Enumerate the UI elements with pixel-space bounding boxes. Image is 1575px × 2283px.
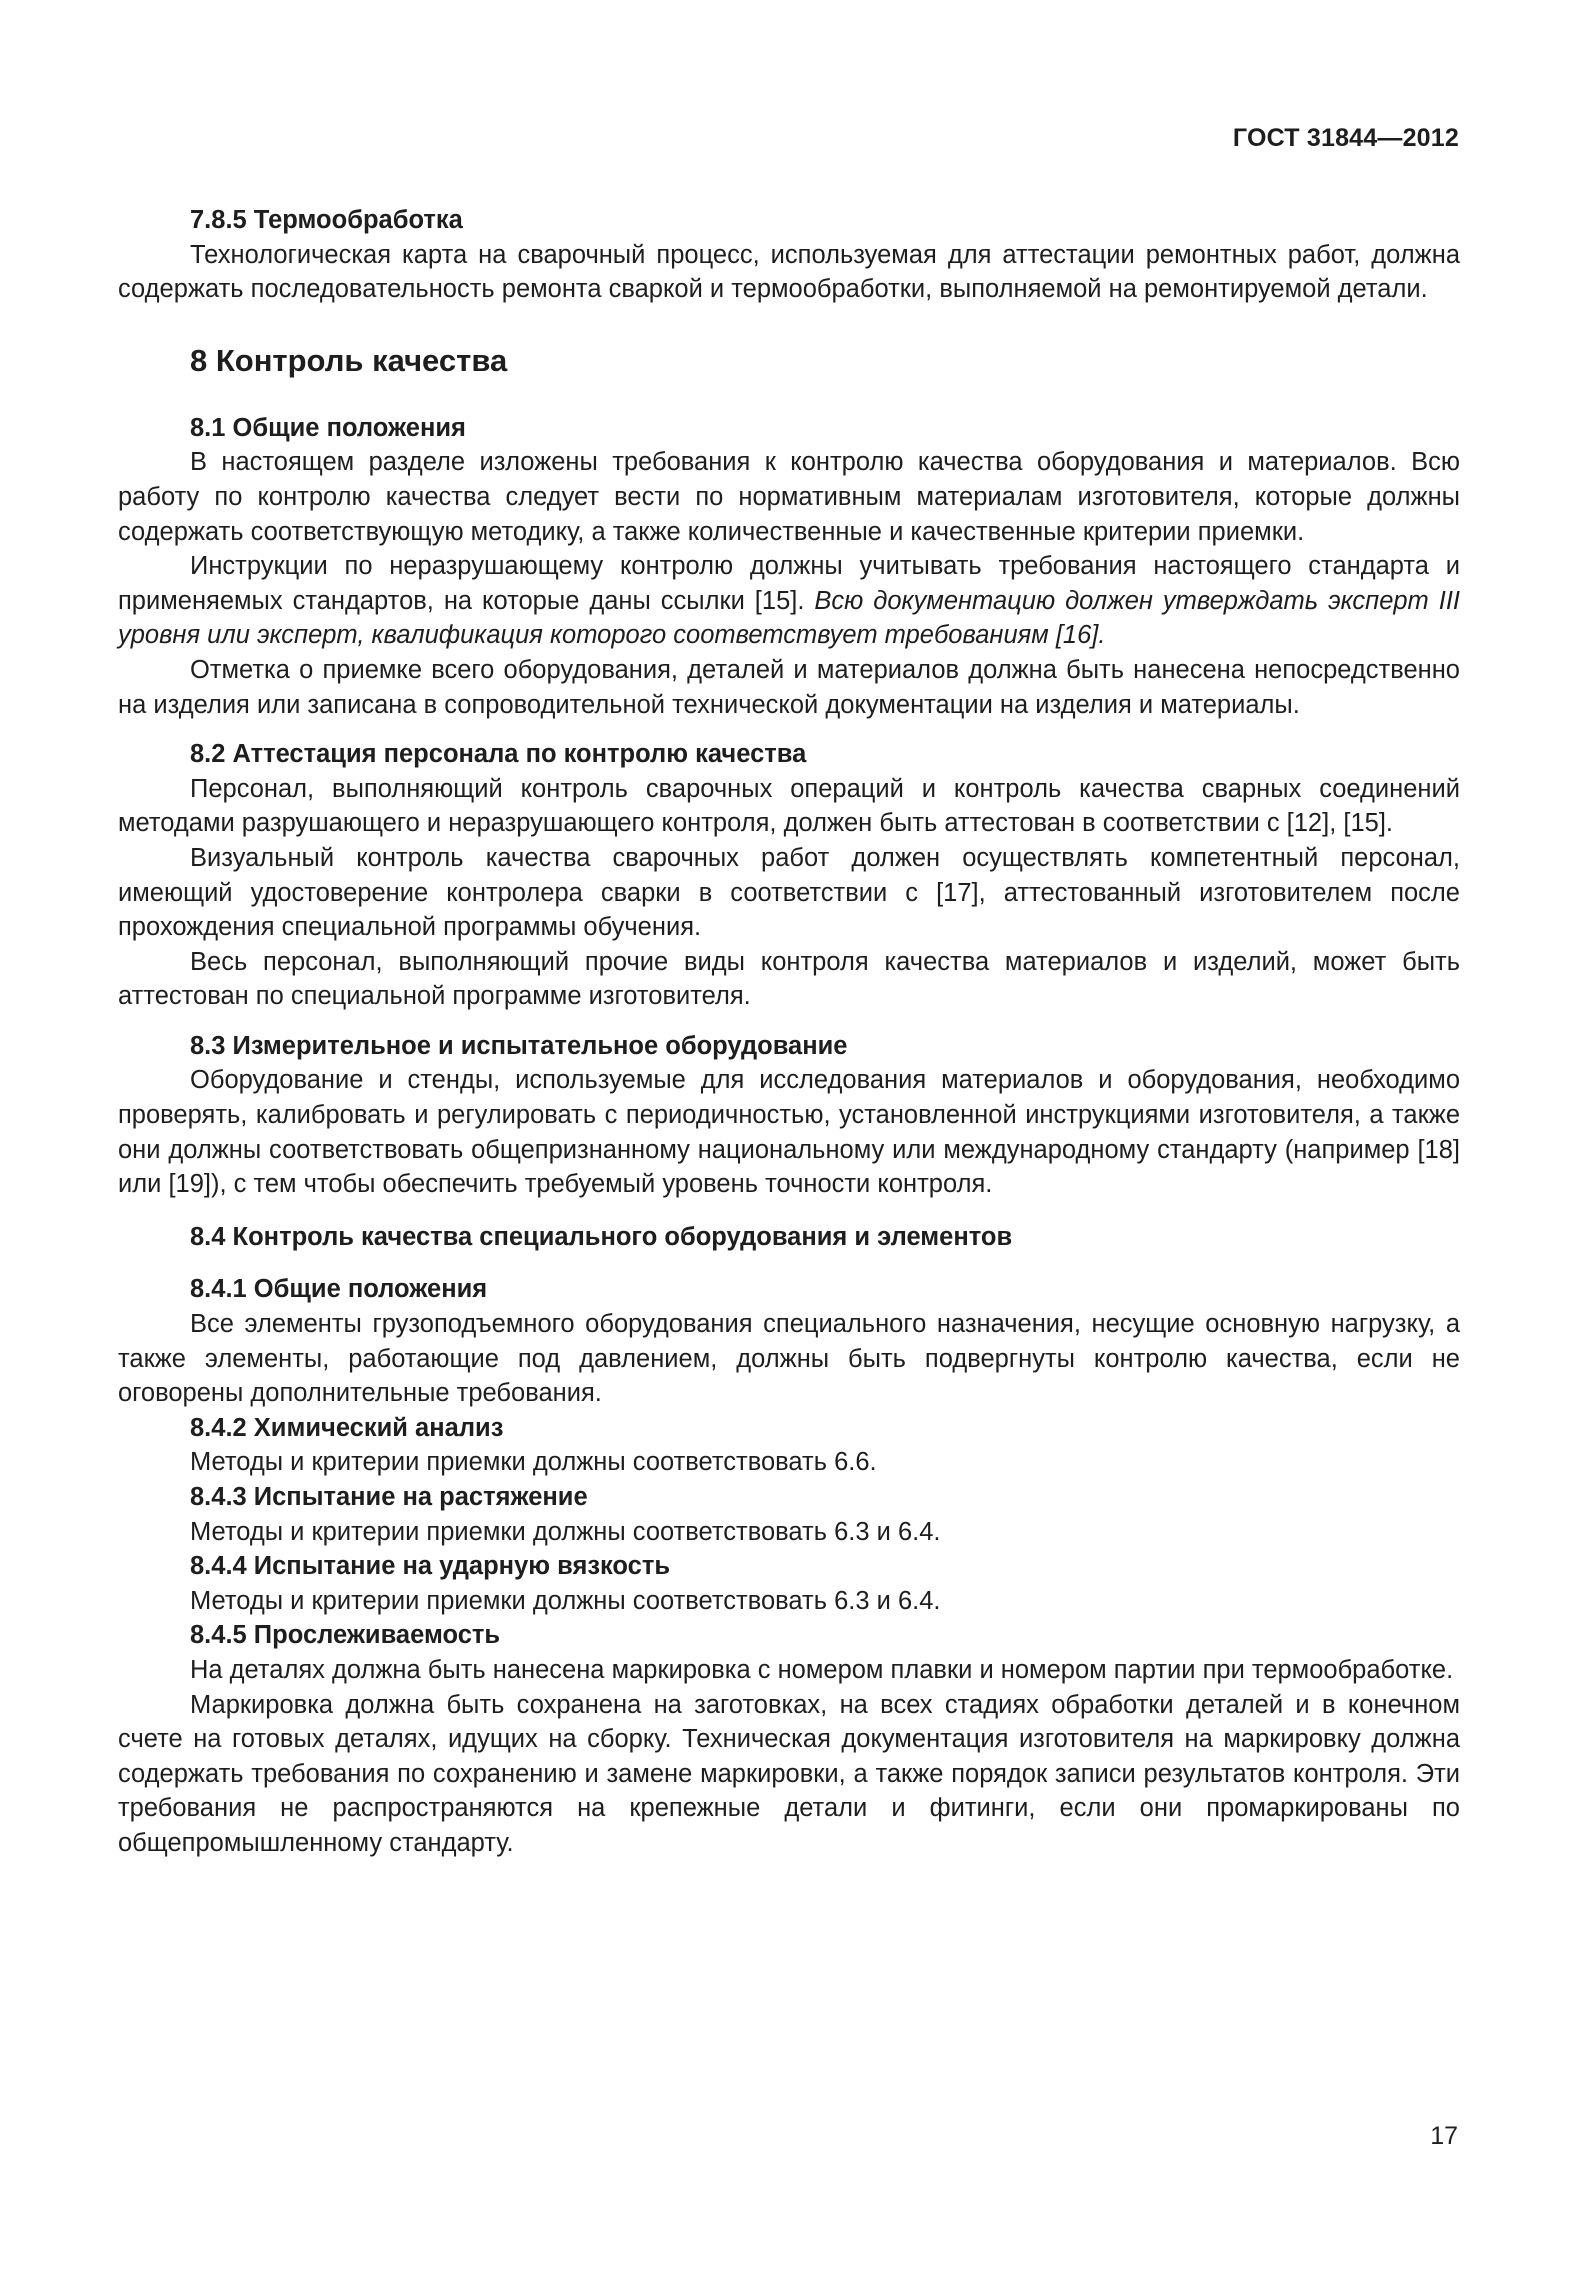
section-8-4-1-heading: 8.4.1 Общие положения — [190, 1275, 488, 1304]
paragraph-plain-text: Инструкции по неразрушающему контролю должны учитывать требования настоящего стандарта и применяемых стандартов, на которые даны ссылки [15]. — [118, 552, 1460, 615]
section-7-8-5-paragraph: Технологическая карта на сварочный процесс, используемая для аттестации ремонтных работ, должна содержать последовательность ремонта сваркой и термообработки, выполняемой на ремонтируемой детали. — [118, 240, 1460, 304]
section-8-4-3-heading: 8.4.3 Испытание на растяжение — [190, 1483, 588, 1511]
section-8-4-1-paragraph: Все элементы грузоподъемного оборудования специального назначения, несущие основную нагрузку, а также элементы, работающие под давлением, должны быть подвергнуты контролю качества, если не оговорены дополнительные требования. — [118, 1310, 1460, 1408]
section-8-2-paragraph-2: Визуальный контроль качества сварочных работ должен осуществлять компетентный персонал, имеющий удостоверение контролера сварки в соответствии с [17], аттестованный изготовителем после прохождения специальной программы обучения. — [118, 843, 1460, 942]
section-8-4-4-heading: 8.4.4 Испытание на ударную вязкость — [190, 1552, 671, 1581]
section-8-1-paragraph-2 — [118, 549, 1460, 653]
section-8-4-2-heading: 8.4.2 Химический анализ — [190, 1413, 504, 1442]
document-body — [118, 203, 1460, 1861]
section-8-4-2-paragraph: Методы и критерии приемки должны соответствовать 6.6. — [190, 1448, 877, 1477]
section-8-3-heading: 8.3 Измерительное и испытательное оборудование — [190, 1031, 848, 1060]
section-8-2-paragraph-3: Весь персонал, выполняющий прочие виды контроля качества материалов и изделий, может быть аттестован по специальной программе изготовителя. — [118, 947, 1460, 1011]
section-8-heading: 8 Контроль качества — [190, 342, 508, 378]
document-header: ГОСТ 31844—2012 — [1232, 124, 1459, 152]
section-8-4-heading: 8.4 Контроль качества специального оборудования и элементов — [190, 1222, 1013, 1251]
page-number: 17 — [1430, 2122, 1458, 2150]
section-8-4-5-heading: 8.4.5 Прослеживаемость — [190, 1621, 501, 1650]
section-8-4-4-paragraph: Методы и критерии приемки должны соответствовать 6.3 и 6.4. — [190, 1586, 941, 1615]
section-8-4-5-paragraph-2: Маркировка должна быть сохранена на заготовках, на всех стадиях обработки деталей и в конечном счете на готовых деталях, идущих на сборку. Техническая документация изготовителя на маркировку должна содержать требования по сохранению и замене маркировки, а также порядок записи результатов контроля. Эти требования не распространяются на крепежные детали и фитинги, если они промаркированы по общепромышленному стандарту. — [118, 1690, 1460, 1857]
paragraph-italic-text: Всю документацию должен утверждать эксперт III уровня или эксперт, квалификация которого соответствует требованиям [16]. — [118, 586, 1461, 650]
section-8-4-3-paragraph: Методы и критерии приемки должны соответствовать 6.3 и 6.4. — [190, 1517, 941, 1546]
section-8-3-paragraph-1: Оборудование и стенды, используемые для исследования материалов и оборудования, необходимо проверять, калибровать и регулировать с периодичностью, установленной инструкциями изготовителя, а также они должны соответствовать общепризнанному национальному или международному стандарту (например [18] или [19]), с тем чтобы обеспечить требуемый уровень точности контроля. — [118, 1066, 1460, 1199]
section-7-8-5-heading: 7.8.5 Термообработка — [190, 206, 463, 234]
section-8-4-5-paragraph-1: На деталях должна быть нанесена маркировка с номером плавки и номером партии при термообработке. — [190, 1655, 1454, 1684]
section-8-2-heading: 8.2 Аттестация персонала по контролю качества — [190, 740, 807, 769]
section-8-1-paragraph-3: Отметка о приемке всего оборудования, деталей и материалов должна быть нанесена непосредственно на изделия или записана в сопроводительной технической документации на изделия и материалы. — [118, 655, 1460, 719]
section-8-1-heading: 8.1 Общие положения — [190, 413, 466, 442]
section-8-2-paragraph-1: Персонал, выполняющий контроль сварочных операций и контроль качества сварных соединений методами разрушающего и неразрушающего контроля, должен быть аттестован в соответствии с [12], [15]. — [118, 774, 1460, 838]
section-8-1-paragraph-1: В настоящем разделе изложены требования к контролю качества оборудования и материалов. Всю работу по контролю качества следует вести по нормативным материалам изготовителя, которые должны содержать соответствующую методику, а также количественные и качественные критерии приемки. — [118, 448, 1460, 546]
